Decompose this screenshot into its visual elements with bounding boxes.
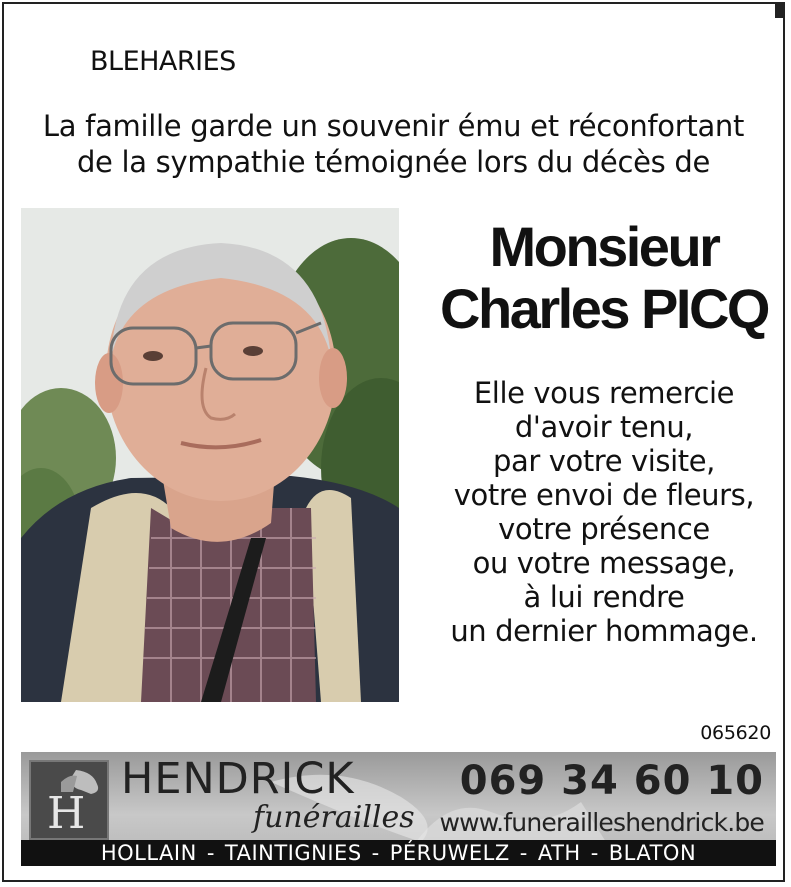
location-separator: - — [371, 841, 380, 865]
funeral-home-phone: 069 34 60 10 — [459, 758, 764, 804]
thanks-line: un dernier hommage. — [450, 614, 758, 648]
reference-number: 065620 — [700, 722, 771, 744]
deceased-title: Monsieur — [489, 215, 719, 278]
intro-line: La famille garde un souvenir ému et réconfortant — [42, 109, 745, 143]
portrait-photo — [21, 208, 399, 702]
location-item: ATH — [537, 841, 581, 865]
thanks-line: ou votre message, — [472, 546, 736, 580]
locality-heading: BLEHARIES — [90, 46, 236, 77]
thanks-line: Elle vous remercie — [473, 376, 735, 410]
thanks-line: à lui rendre — [523, 580, 685, 614]
deceased-full-name: Charles PICQ — [440, 277, 768, 340]
funeral-home-name: HENDRICK — [121, 754, 355, 804]
funeral-home-banner — [21, 752, 776, 866]
corner-mark — [775, 2, 785, 18]
thanks-message — [424, 376, 784, 648]
deceased-name — [424, 216, 784, 340]
location-item: HOLLAIN — [100, 841, 197, 865]
intro-line: de la sympathie témoignée lors du décès de — [76, 145, 711, 179]
location-separator: - — [519, 841, 528, 865]
funeral-home-subtitle: funérailles — [253, 800, 415, 835]
funeral-home-website: www.funerailleshendrick.be — [439, 808, 764, 837]
thanks-line: votre présence — [498, 512, 710, 546]
location-item: PÉRUWELZ — [389, 841, 510, 865]
location-item: BLATON — [608, 841, 697, 865]
thanks-line: d'avoir tenu, — [514, 410, 694, 444]
thanks-line: votre envoi de fleurs, — [453, 478, 755, 512]
intro-text — [4, 108, 783, 180]
funeral-home-locations — [21, 840, 776, 866]
location-item: TAINTIGNIES — [224, 841, 362, 865]
location-separator: - — [206, 841, 215, 865]
thanks-line: par votre visite, — [493, 444, 715, 478]
location-separator: - — [590, 841, 599, 865]
hendrick-logo — [29, 760, 109, 840]
svg-text:H: H — [47, 788, 86, 838]
obituary-notice — [2, 2, 785, 882]
